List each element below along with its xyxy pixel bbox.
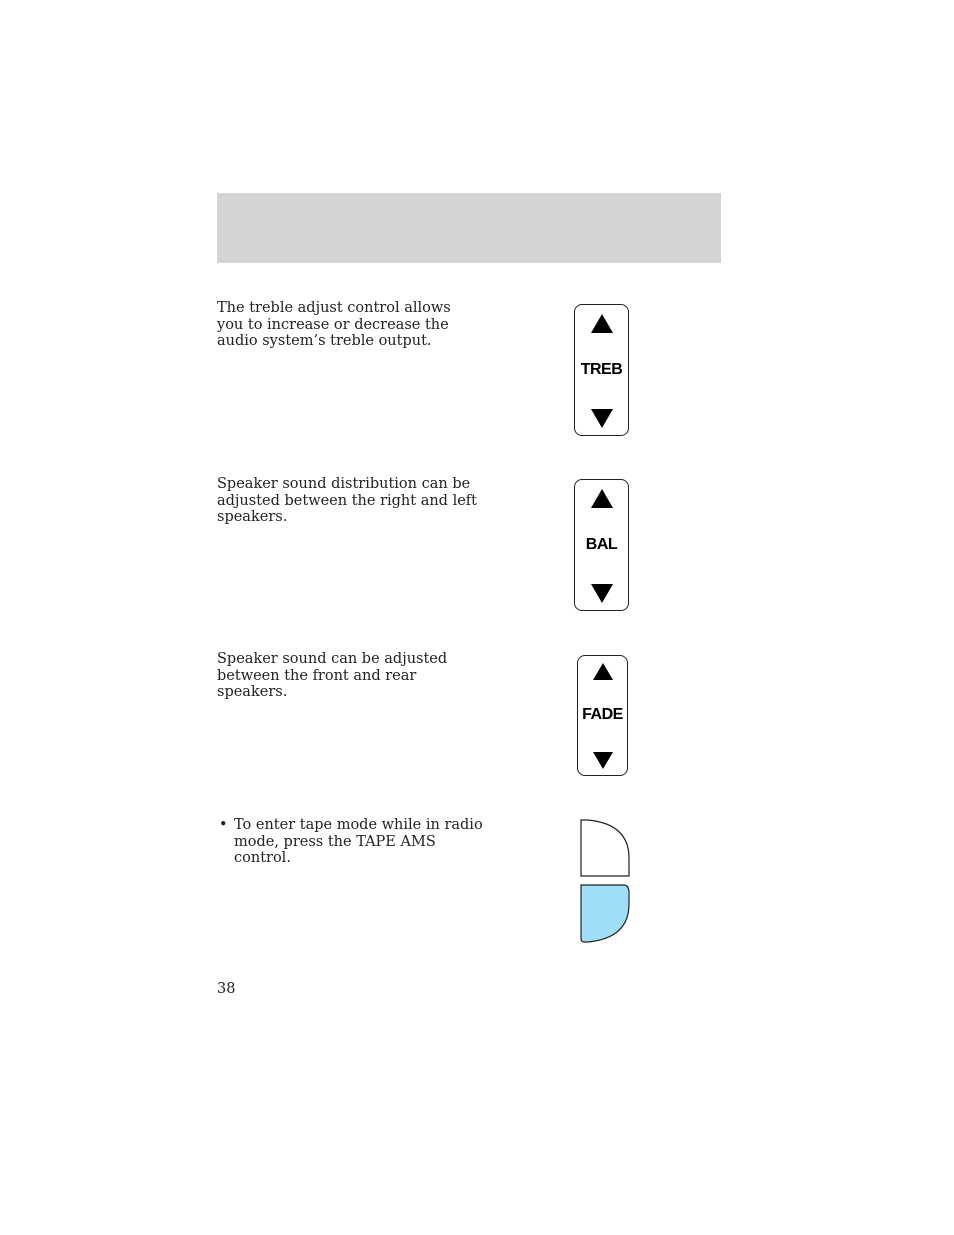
balance-description: Speaker sound distribution can be adjusted between the right and left speakers. [217,476,477,525]
fade-description: Speaker sound can be adjusted between the front and rear speakers. [217,651,448,700]
page-number: 38 [217,981,236,997]
fade-up-arrow-icon[interactable] [593,663,613,680]
balance-down-arrow-icon[interactable] [591,584,613,603]
treble-description: The treble adjust control allows you to increase or decrease the audio system’s treble output. [217,300,451,349]
tape-ams-lower-button[interactable] [581,885,629,942]
treble-up-arrow-icon[interactable] [591,314,613,333]
fade-down-arrow-icon[interactable] [593,752,613,769]
treble-label: TREB [580,361,623,378]
balance-up-arrow-icon[interactable] [591,489,613,508]
fade-label: FADE [582,706,623,723]
list-item [217,817,487,867]
treble-down-arrow-icon[interactable] [591,409,613,428]
balance-control[interactable] [574,479,629,611]
bullet-text: To enter tape mode while in radio mode, press the TAPE AMS control. [234,817,483,866]
treble-control[interactable] [574,304,629,436]
bullet-list [217,817,487,867]
tape-ams-upper-button[interactable] [581,820,629,876]
balance-label: BAL [585,536,618,553]
bullet-dot: • [219,817,228,833]
tape-ams-control[interactable] [578,818,632,944]
fade-control[interactable] [577,655,628,776]
header-band [217,193,721,263]
